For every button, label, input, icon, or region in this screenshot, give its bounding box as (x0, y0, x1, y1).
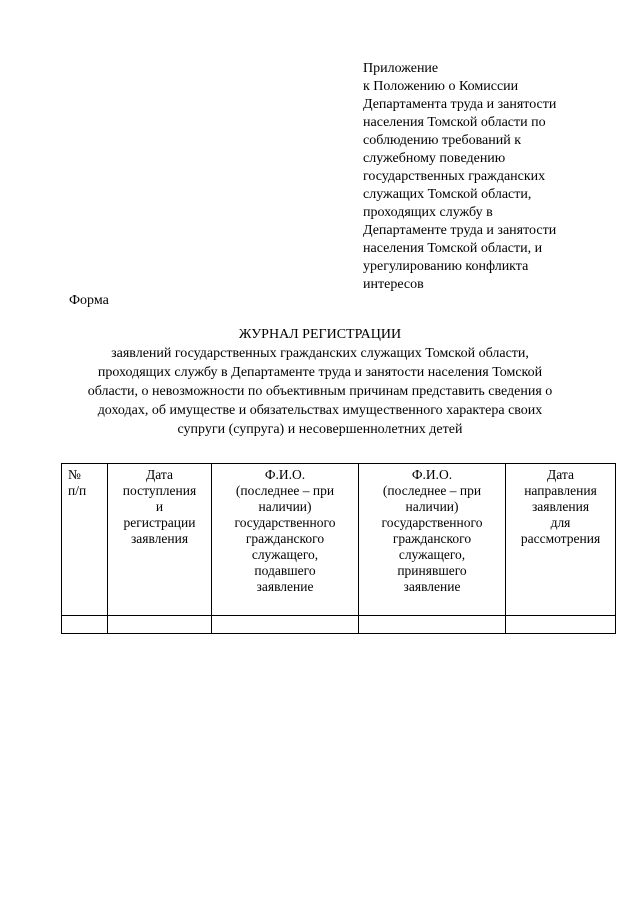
journal-title: ЖУРНАЛ РЕГИСТРАЦИИ (238, 327, 402, 342)
registration-journal-table (61, 463, 616, 634)
subtitle-line: заявлений государственных гражданских служащих Томской области, (111, 346, 529, 361)
header-submitter-name: Ф.И.О. (последнее – при наличии) государственного гражданского служащего, подавшего заявление (212, 464, 359, 616)
header-referral-date: Дата направления заявления для рассмотрения (506, 464, 616, 616)
header-receipt-date: Дата поступления и регистрации заявления (108, 464, 212, 616)
appendix-line: населения Томской области, и (363, 241, 543, 256)
appendix-line: урегулированию конфликта (363, 259, 529, 274)
journal-subtitle (0, 344, 640, 439)
table-cell (359, 616, 506, 634)
appendix-line: интересов (363, 277, 424, 292)
form-label: Форма (69, 293, 109, 308)
appendix-line: к Положению о Комиссии (363, 79, 519, 94)
appendix-line: населения Томской области по (363, 115, 546, 130)
appendix-line: служебному поведению (363, 151, 506, 166)
table-cell (506, 616, 616, 634)
subtitle-line: доходах, об имуществе и обязательствах имущественного характера своих (97, 403, 543, 418)
appendix-line: Приложение (363, 61, 439, 76)
header-receiver-name: Ф.И.О. (последнее – при наличии) государственного гражданского служащего, принявшего заявление (359, 464, 506, 616)
subtitle-line: проходящих службу в Департаменте труда и занятости населения Томской (97, 365, 543, 380)
appendix-line: проходящих службу в (363, 205, 493, 220)
appendix-line: Департамента труда и занятости (363, 97, 557, 112)
appendix-note (363, 60, 613, 294)
table-cell (108, 616, 212, 634)
appendix-line: государственных гражданских (363, 169, 546, 184)
subtitle-line: области, о невозможности по объективным причинам представить сведения о (87, 384, 553, 399)
table-row (62, 616, 616, 634)
subtitle-line: супруги (супруга) и несовершеннолетних детей (177, 422, 463, 437)
table-header-row (62, 464, 616, 616)
table-cell (212, 616, 359, 634)
appendix-line: Департаменте труда и занятости (363, 223, 557, 238)
header-number: № п/п (62, 464, 108, 616)
table-cell (62, 616, 108, 634)
appendix-line: служащих Томской области, (363, 187, 532, 202)
appendix-line: соблюдению требований к (363, 133, 522, 148)
